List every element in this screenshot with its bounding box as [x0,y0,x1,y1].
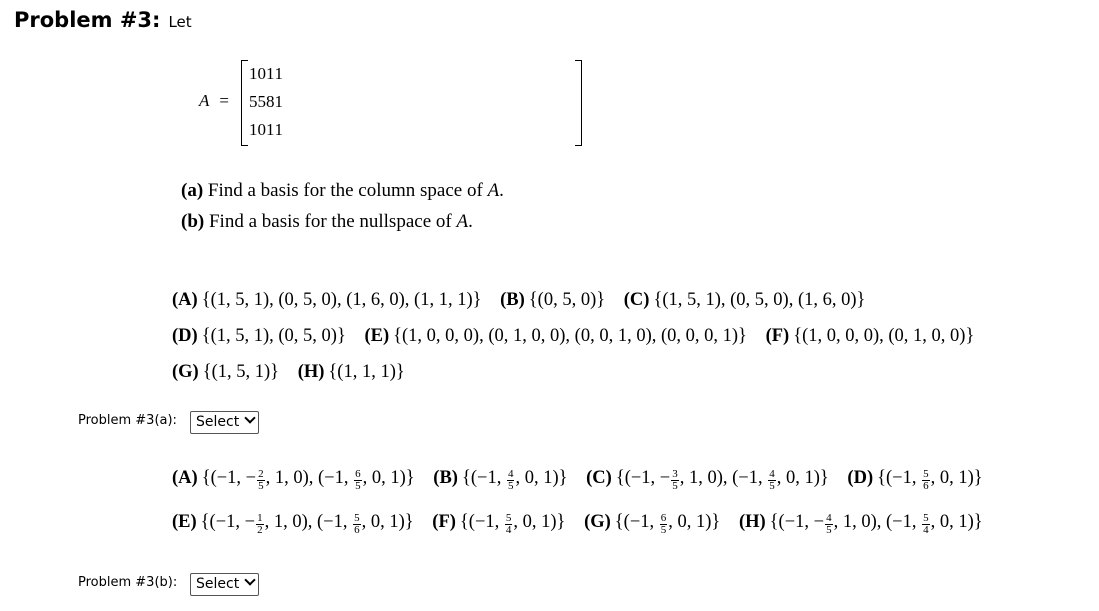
option-label: (C) [623,290,650,310]
part-a-end: . [499,180,504,201]
part-b-question [181,211,473,233]
option-text: {(−1, − [200,512,256,532]
option-text: , 0, 1)} [930,468,983,488]
answer-a-select[interactable] [190,411,259,434]
option-b-F [432,512,566,537]
option-label: (C) [586,468,612,488]
matrix-cell: 0 [257,120,266,139]
fraction [660,513,668,536]
option-text: , 0, 1)} [513,512,566,532]
part-b-text: Find a basis for the nullspace of [208,211,452,232]
fraction [768,469,776,492]
fraction-numerator: 2 [258,468,264,481]
fraction-denominator: 5 [672,480,678,493]
fraction [507,469,515,492]
fraction-numerator: 6 [660,512,667,525]
fraction-numerator: 4 [507,468,514,481]
option-label: (F) [765,326,790,346]
fraction-denominator: 6 [923,480,929,493]
fraction [922,469,930,492]
option-text: , 1, 0), (−1, [264,512,353,532]
matrix-cell: 1 [274,92,283,111]
matrix-entries [249,60,283,144]
option-a-D [172,326,346,346]
option-text: {(1, 0, 0, 0), (0, 1, 0, 0)} [793,326,975,346]
option-label: (A) [172,468,198,488]
fraction-denominator: 4 [505,524,512,537]
option-text: {(1, 0, 0, 0), (0, 1, 0, 0), (0, 0, 1, 0), (0, 0, 0, 1)} [393,326,747,346]
part-b-label: (b) [181,211,205,232]
option-a-B [500,290,605,310]
matrix-row [249,60,283,88]
part-a-var: A [487,180,500,201]
fraction-denominator: 5 [826,524,832,537]
fraction-denominator: 5 [769,480,775,493]
option-b-H [738,512,983,537]
option-text: {(0, 5, 0)} [528,290,606,310]
option-text: {(1, 5, 1), (0, 5, 0), (1, 6, 0)} [653,290,866,310]
answer-b-select[interactable] [190,573,259,596]
fraction-denominator: 2 [257,524,263,537]
option-text: {(−1, [459,512,504,532]
option-a-C [624,290,866,310]
answer-b-select-value: Select [196,576,240,592]
option-label: (G) [584,512,611,532]
option-text: {(1, 5, 1), (0, 5, 0), (1, 6, 0), (1, 1, 1)} [201,290,482,310]
fraction-denominator: 5 [507,480,514,493]
option-b-G [584,512,721,537]
option-a-A [172,290,481,310]
fraction [825,513,833,536]
option-text: , 0, 1)} [668,512,721,532]
option-b-B [433,468,568,493]
problem-intro: Let [168,13,192,31]
problem-header [14,8,192,32]
option-label: (E) [172,512,197,532]
matrix-cell: 1 [274,120,283,139]
part-a-question [181,180,504,202]
option-label: (G) [172,362,199,382]
option-label: (H) [738,512,766,532]
matrix-right-bracket [575,60,582,146]
option-label: (B) [500,290,525,310]
option-text: {(1, 1, 1)} [328,362,405,382]
problem-title: Problem #3: [14,8,161,32]
option-b-E [172,512,414,537]
option-label: (D) [172,326,198,346]
fraction-numerator: 5 [354,512,360,525]
matrix-cell: 8 [266,92,275,111]
options-a-line-1 [172,290,879,311]
option-text: , 0, 1)} [361,512,414,532]
option-label: (H) [297,362,325,382]
option-b-D [847,468,983,493]
fraction [922,513,930,536]
fraction-denominator: 5 [355,480,361,493]
matrix-cell: 5 [249,92,258,111]
option-text: {(1, 5, 1), (0, 5, 0)} [201,326,346,346]
fraction-numerator: 3 [672,468,678,481]
option-text: {(−1, − [615,468,671,488]
options-b-line-1 [172,468,997,492]
matrix-cell: 1 [249,120,258,139]
option-text: , 0, 1)} [362,468,415,488]
matrix-cell: 5 [257,92,266,111]
option-text: , 0, 1)} [930,512,983,532]
answer-a-label: Problem #3(a): [78,413,177,428]
matrix-row [249,88,283,116]
matrix-cell: 1 [266,120,275,139]
fraction [671,469,679,492]
fraction [505,513,513,536]
fraction [257,469,265,492]
option-text: , 0, 1)} [776,468,829,488]
matrix-lhs [199,91,229,111]
option-text: {(−1, − [201,468,257,488]
option-a-H [298,362,405,382]
option-label: (F) [432,512,456,532]
option-text: , 1, 0), (−1, [833,512,922,532]
fraction-numerator: 5 [505,512,512,525]
fraction [256,513,264,536]
option-text: {(1, 5, 1)} [202,362,280,382]
fraction-denominator: 4 [923,524,929,537]
matrix-cell: 1 [274,64,283,83]
part-a-text: Find a basis for the column space of [207,180,483,201]
fraction-denominator: 5 [660,524,667,537]
fraction [353,513,361,536]
options-b-line-2 [172,512,997,536]
option-text: , 0, 1)} [515,468,568,488]
fraction-denominator: 6 [354,524,360,537]
answer-a-select-value: Select [196,414,240,430]
fraction-numerator: 1 [257,512,263,525]
matrix-name: A [199,91,210,110]
option-b-A [172,468,415,493]
option-text: {(−1, [614,512,659,532]
matrix-cell: 1 [249,64,258,83]
option-b-C [586,468,829,493]
options-a-line-3 [172,362,419,383]
matrix-cell: 0 [257,64,266,83]
option-a-G [172,362,279,382]
fraction-numerator: 6 [355,468,361,481]
option-label: (B) [433,468,458,488]
fraction-denominator: 5 [258,480,264,493]
option-a-F [766,326,975,346]
fraction [354,469,362,492]
fraction-numerator: 4 [769,468,775,481]
option-text: {(−1, [877,468,922,488]
fraction-numerator: 4 [826,512,832,525]
part-b-var: A [456,211,469,232]
answer-b-label: Problem #3(b): [78,575,178,590]
option-label: (D) [847,468,874,488]
chevron-down-icon [245,574,256,585]
options-a-line-2 [172,326,988,347]
matrix-cell: 1 [266,64,275,83]
part-a-label: (a) [181,180,204,201]
fraction-numerator: 5 [923,512,929,525]
fraction-numerator: 5 [923,468,929,481]
option-text: , 1, 0), (−1, [679,468,768,488]
matrix-left-bracket [241,60,248,146]
option-text: {(−1, − [769,512,825,532]
option-text: , 1, 0), (−1, [265,468,354,488]
option-label: (E) [364,326,390,346]
matrix-equals: = [219,91,229,110]
option-a-E [364,326,746,346]
chevron-down-icon [245,412,256,423]
option-text: {(−1, [461,468,506,488]
part-b-end: . [468,211,473,232]
matrix-row [249,116,283,144]
option-label: (A) [172,290,198,310]
